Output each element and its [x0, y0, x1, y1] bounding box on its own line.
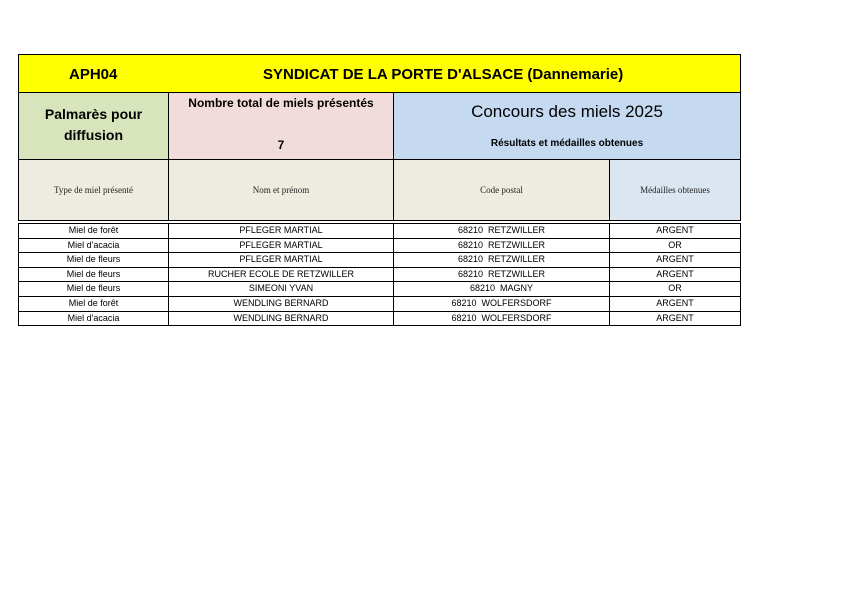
honey-type-cell: Miel de forêt: [19, 224, 169, 238]
honey-type-cell: Miel de forêt: [19, 297, 169, 311]
medal-cell: ARGENT: [656, 225, 694, 235]
total-count-value: 7: [277, 138, 285, 152]
header-banner: [18, 54, 741, 93]
postal-code-cell: 68210 RETZWILLER: [394, 239, 610, 253]
total-count-cell: [169, 93, 394, 159]
postal-code-cell: 68210 RETZWILLER: [394, 268, 610, 282]
aph-code: APH04: [69, 66, 118, 83]
honey-type-cell: Miel d'acacia: [19, 239, 169, 253]
palmares-cell: [19, 93, 169, 159]
table-row: [18, 282, 741, 297]
medal-cell: ARGENT: [656, 254, 694, 265]
name-cell: RUCHER ECOLE DE RETZWILLER: [169, 268, 394, 282]
medal-cell: ARGENT: [656, 297, 694, 308]
table-row: [18, 239, 741, 254]
name-cell: WENDLING BERNARD: [169, 312, 394, 326]
honey-type-cell: Miel de fleurs: [19, 282, 169, 296]
name-cell: WENDLING BERNARD: [169, 297, 394, 311]
syndicate-title: SYNDICAT DE LA PORTE D'ALSACE (Dannemarie): [263, 66, 624, 83]
honey-type-cell: Miel d'acacia: [19, 312, 169, 326]
name-cell: PFLEGER MARTIAL: [169, 239, 394, 253]
header-medals: Médailles obtenues: [610, 160, 740, 220]
table-row: [18, 297, 741, 312]
name-cell: SIMEONI YVAN: [169, 282, 394, 296]
postal-code-cell: 68210 RETZWILLER: [394, 253, 610, 267]
table-row: [18, 268, 741, 283]
medal-cell: OR: [668, 239, 682, 250]
header-honey-type: Type de miel présenté: [19, 160, 169, 220]
postal-code-cell: 68210 MAGNY: [394, 282, 610, 296]
name-cell: PFLEGER MARTIAL: [169, 224, 394, 238]
contest-subtitle: Résultats et médailles obtenues: [490, 138, 644, 149]
contest-title: Concours des miels 2025: [471, 102, 663, 121]
palmares-line-1: Palmarès pour: [44, 106, 143, 122]
palmares-line-2: diffusion: [63, 127, 124, 143]
postal-code-cell: 68210 WOLFERSDORF: [394, 312, 610, 326]
results-sheet: [18, 54, 741, 326]
header-postal-code: Code postal: [394, 160, 610, 220]
table-row: [18, 253, 741, 268]
table-row: [18, 224, 741, 239]
header-name: Nom et prénom: [169, 160, 394, 220]
medal-cell: OR: [668, 283, 682, 294]
name-cell: PFLEGER MARTIAL: [169, 253, 394, 267]
postal-code-cell: 68210 RETZWILLER: [394, 224, 610, 238]
postal-code-cell: 68210 WOLFERSDORF: [394, 297, 610, 311]
column-headers: [18, 160, 741, 221]
table-row: [18, 312, 741, 327]
info-band: [18, 93, 741, 160]
medal-cell: ARGENT: [656, 312, 694, 323]
results-table-body: [18, 223, 741, 326]
medal-cell: ARGENT: [656, 268, 694, 279]
honey-type-cell: Miel de fleurs: [19, 253, 169, 267]
honey-type-cell: Miel de fleurs: [19, 268, 169, 282]
total-count-label: Nombre total de miels présentés: [188, 96, 374, 110]
contest-cell: [394, 93, 740, 159]
